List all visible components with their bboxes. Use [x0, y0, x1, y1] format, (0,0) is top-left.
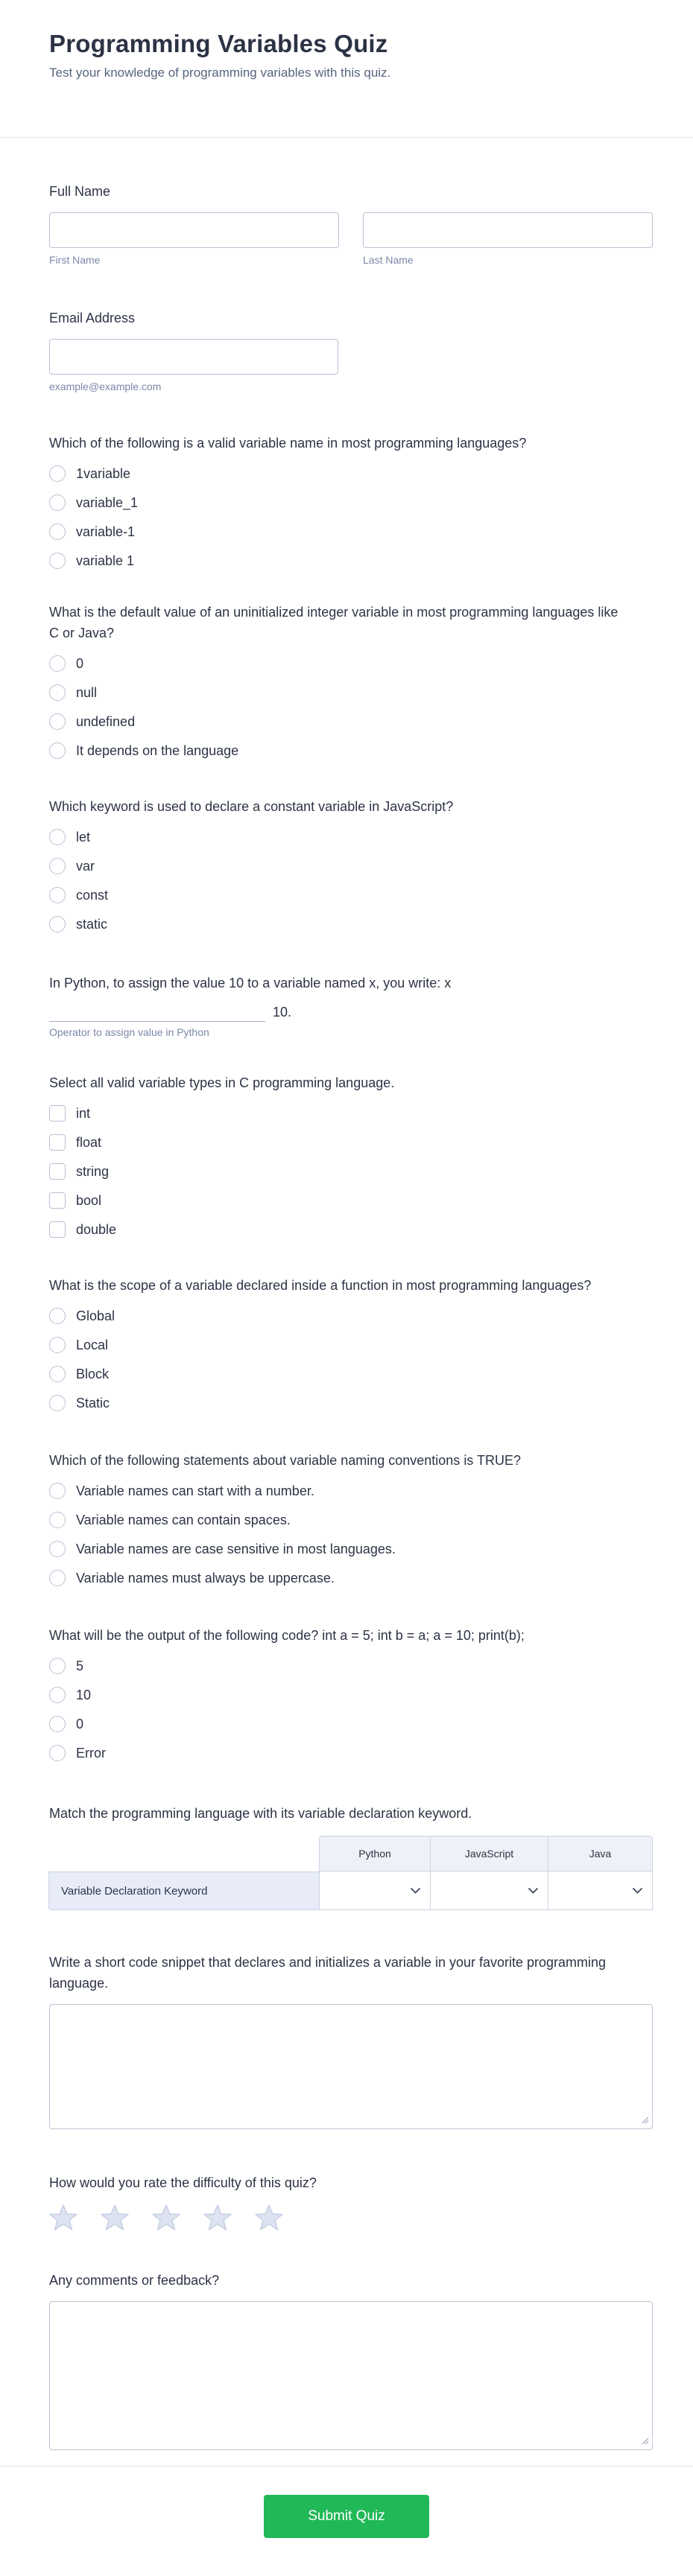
matrix-corner-cell — [48, 1836, 320, 1871]
option-label: Local — [76, 1338, 109, 1352]
star-icon[interactable] — [255, 2204, 283, 2231]
radio-icon[interactable] — [49, 1687, 66, 1703]
question-default-value — [49, 602, 653, 759]
first-name-input[interactable] — [49, 212, 339, 248]
radio-option[interactable] — [49, 1745, 106, 1761]
option-label: null — [76, 685, 98, 700]
radio-option[interactable] — [49, 1541, 396, 1557]
radio-icon[interactable] — [49, 465, 66, 482]
form-footer — [0, 2466, 693, 2576]
radio-icon[interactable] — [49, 829, 66, 845]
blank-suffix: 10. — [273, 1005, 292, 1020]
radio-option[interactable] — [49, 858, 95, 874]
radio-icon[interactable] — [49, 916, 66, 932]
radio-option[interactable] — [49, 1687, 91, 1703]
option-label: undefined — [76, 714, 136, 729]
radio-icon[interactable] — [49, 553, 66, 569]
star-icon[interactable] — [152, 2204, 180, 2231]
radio-option[interactable] — [49, 1366, 109, 1382]
radio-option[interactable] — [49, 655, 83, 672]
star-rating — [49, 2204, 653, 2231]
matrix-row-label: Variable Declaration Keyword — [48, 1871, 320, 1910]
radio-option[interactable] — [49, 1337, 108, 1353]
matrix-column-header: Python — [319, 1836, 431, 1871]
submit-quiz-button[interactable]: Submit Quiz — [264, 2495, 429, 2538]
full-name-label: Full Name — [49, 184, 111, 199]
matrix-dropdown-javascript[interactable] — [430, 1871, 548, 1910]
last-name-input[interactable] — [363, 212, 653, 248]
checkbox-icon[interactable] — [49, 1221, 66, 1238]
radio-icon[interactable] — [49, 1570, 66, 1586]
question-variable-scope — [49, 1275, 653, 1411]
radio-icon[interactable] — [49, 858, 66, 874]
checkbox-icon[interactable] — [49, 1134, 66, 1151]
radio-option[interactable] — [49, 1395, 110, 1411]
radio-icon[interactable] — [49, 713, 66, 730]
chevron-down-icon — [528, 1888, 538, 1894]
radio-option[interactable] — [49, 1308, 115, 1324]
option-label: 10 — [76, 1688, 92, 1702]
radio-option[interactable] — [49, 494, 138, 511]
comments-textarea[interactable] — [49, 2301, 653, 2450]
radio-icon[interactable] — [49, 1512, 66, 1528]
last-name-sublabel: Last Name — [363, 254, 414, 266]
radio-icon[interactable] — [49, 1395, 66, 1411]
radio-option[interactable] — [49, 1716, 83, 1732]
question-const-keyword — [49, 796, 653, 932]
question-naming-conventions — [49, 1450, 653, 1586]
question-label: What is the scope of a variable declared inside a function in most programming languages? — [49, 1278, 592, 1293]
checkbox-option[interactable] — [49, 1105, 90, 1122]
question-label: What is the default value of an uninitialized integer variable in most programming languages like C or Java? — [49, 605, 618, 640]
star-icon[interactable] — [101, 2204, 129, 2231]
question-label: Write a short code snippet that declares and initializes a variable in your favorite programming language. — [49, 1955, 607, 1991]
radio-option[interactable] — [49, 1512, 291, 1528]
question-label: What will be the output of the following code? int a = 5; int b = a; a = 10; print(b); — [49, 1628, 525, 1643]
radio-option[interactable] — [49, 887, 108, 903]
radio-icon[interactable] — [49, 1658, 66, 1674]
matrix-column-header: JavaScript — [430, 1836, 548, 1871]
assignment-operator-input[interactable] — [49, 1002, 265, 1022]
radio-icon[interactable] — [49, 1745, 66, 1761]
option-label: Variable names are case sensitive in most languages. — [76, 1542, 396, 1556]
radio-icon[interactable] — [49, 887, 66, 903]
option-label: var — [76, 859, 95, 874]
question-label: How would you rate the difficulty of this quiz? — [49, 2175, 317, 2190]
question-python-assignment — [49, 973, 653, 1038]
radio-icon[interactable] — [49, 1483, 66, 1499]
option-label: string — [76, 1164, 110, 1179]
option-label: 0 — [76, 656, 84, 671]
question-label: Which keyword is used to declare a constant variable in JavaScript? — [49, 799, 454, 814]
radio-option[interactable] — [49, 829, 90, 845]
option-label: Error — [76, 1746, 106, 1761]
page-subtitle: Test your knowledge of programming variables with this quiz. — [49, 66, 391, 80]
option-label: bool — [76, 1193, 102, 1208]
question-code-snippet — [49, 1952, 653, 2129]
radio-option[interactable] — [49, 465, 130, 482]
radio-icon[interactable] — [49, 1716, 66, 1732]
option-label: 0 — [76, 1717, 84, 1731]
option-label: const — [76, 888, 109, 903]
radio-icon[interactable] — [49, 655, 66, 672]
question-valid-variable-name — [49, 433, 653, 569]
matrix-dropdown-java[interactable] — [548, 1871, 653, 1910]
question-difficulty-rating — [49, 2172, 653, 2231]
option-label: It depends on the language — [76, 743, 239, 758]
email-sublabel: example@example.com — [49, 381, 162, 392]
option-label: Variable names can contain spaces. — [76, 1513, 291, 1527]
star-icon[interactable] — [49, 2204, 77, 2231]
radio-icon[interactable] — [49, 742, 66, 759]
radio-icon[interactable] — [49, 1308, 66, 1324]
radio-icon[interactable] — [49, 1541, 66, 1557]
question-label: Which of the following is a valid variable name in most programming languages? — [49, 436, 527, 451]
header-divider — [0, 137, 693, 138]
option-label: 1variable — [76, 466, 131, 481]
option-label: Variable names must always be uppercase. — [76, 1571, 335, 1586]
checkbox-option[interactable] — [49, 1192, 101, 1209]
matrix-column-header: Java — [548, 1836, 653, 1871]
footer-divider — [0, 2466, 693, 2467]
question-code-output — [49, 1625, 653, 1761]
radio-option[interactable] — [49, 916, 107, 932]
page-title: Programming Variables Quiz — [49, 30, 388, 57]
checkbox-option[interactable] — [49, 1134, 101, 1151]
radio-icon[interactable] — [49, 494, 66, 511]
question-matrix-match — [49, 1803, 653, 1910]
option-label: variable 1 — [76, 553, 135, 568]
checkbox-icon[interactable] — [49, 1105, 66, 1122]
radio-icon[interactable] — [49, 524, 66, 540]
full-name-field — [49, 181, 653, 266]
question-comments — [49, 2270, 653, 2450]
blank-sublabel: Operator to assign value in Python — [49, 1026, 209, 1038]
option-label: Global — [76, 1308, 116, 1323]
option-label: Variable names can start with a number. — [76, 1483, 314, 1498]
first-name-sublabel: First Name — [49, 254, 101, 266]
question-label: Match the programming language with its variable declaration keyword. — [49, 1806, 472, 1821]
option-label: static — [76, 917, 108, 932]
radio-icon[interactable] — [49, 1366, 66, 1382]
option-label: 5 — [76, 1659, 84, 1673]
option-label: Block — [76, 1367, 110, 1381]
option-label: variable-1 — [76, 524, 136, 539]
email-field — [49, 308, 653, 392]
option-label: double — [76, 1222, 117, 1237]
checkbox-option[interactable] — [49, 1163, 109, 1180]
email-label: Email Address — [49, 311, 136, 325]
checkbox-option[interactable] — [49, 1221, 116, 1238]
question-label: Which of the following statements about variable naming conventions is TRUE? — [49, 1453, 521, 1468]
option-label: int — [76, 1106, 91, 1121]
radio-option[interactable] — [49, 1570, 335, 1586]
radio-icon[interactable] — [49, 684, 66, 701]
checkbox-icon[interactable] — [49, 1192, 66, 1209]
code-snippet-textarea[interactable] — [49, 2004, 653, 2129]
matrix-dropdown-python[interactable] — [319, 1871, 431, 1910]
radio-option[interactable] — [49, 684, 97, 701]
chevron-down-icon — [411, 1888, 420, 1894]
radio-icon[interactable] — [49, 1337, 66, 1353]
radio-option[interactable] — [49, 742, 238, 759]
option-label: Static — [76, 1396, 110, 1411]
question-label: Select all valid variable types in C programming language. — [49, 1075, 395, 1090]
star-icon[interactable] — [203, 2204, 232, 2231]
radio-option[interactable] — [49, 713, 135, 730]
chevron-down-icon — [633, 1888, 642, 1894]
question-label: In Python, to assign the value 10 to a variable named x, you write: x — [49, 976, 452, 990]
radio-option[interactable] — [49, 524, 135, 540]
radio-option[interactable] — [49, 1658, 83, 1674]
option-label: variable_1 — [76, 495, 139, 510]
radio-option[interactable] — [49, 1483, 314, 1499]
option-label: float — [76, 1135, 102, 1150]
checkbox-icon[interactable] — [49, 1163, 66, 1180]
email-input[interactable] — [49, 339, 338, 375]
option-label: let — [76, 830, 91, 845]
matrix-table — [49, 1836, 653, 1910]
question-label: Any comments or feedback? — [49, 2273, 220, 2288]
radio-option[interactable] — [49, 553, 134, 569]
question-c-variable-types — [49, 1072, 653, 1238]
